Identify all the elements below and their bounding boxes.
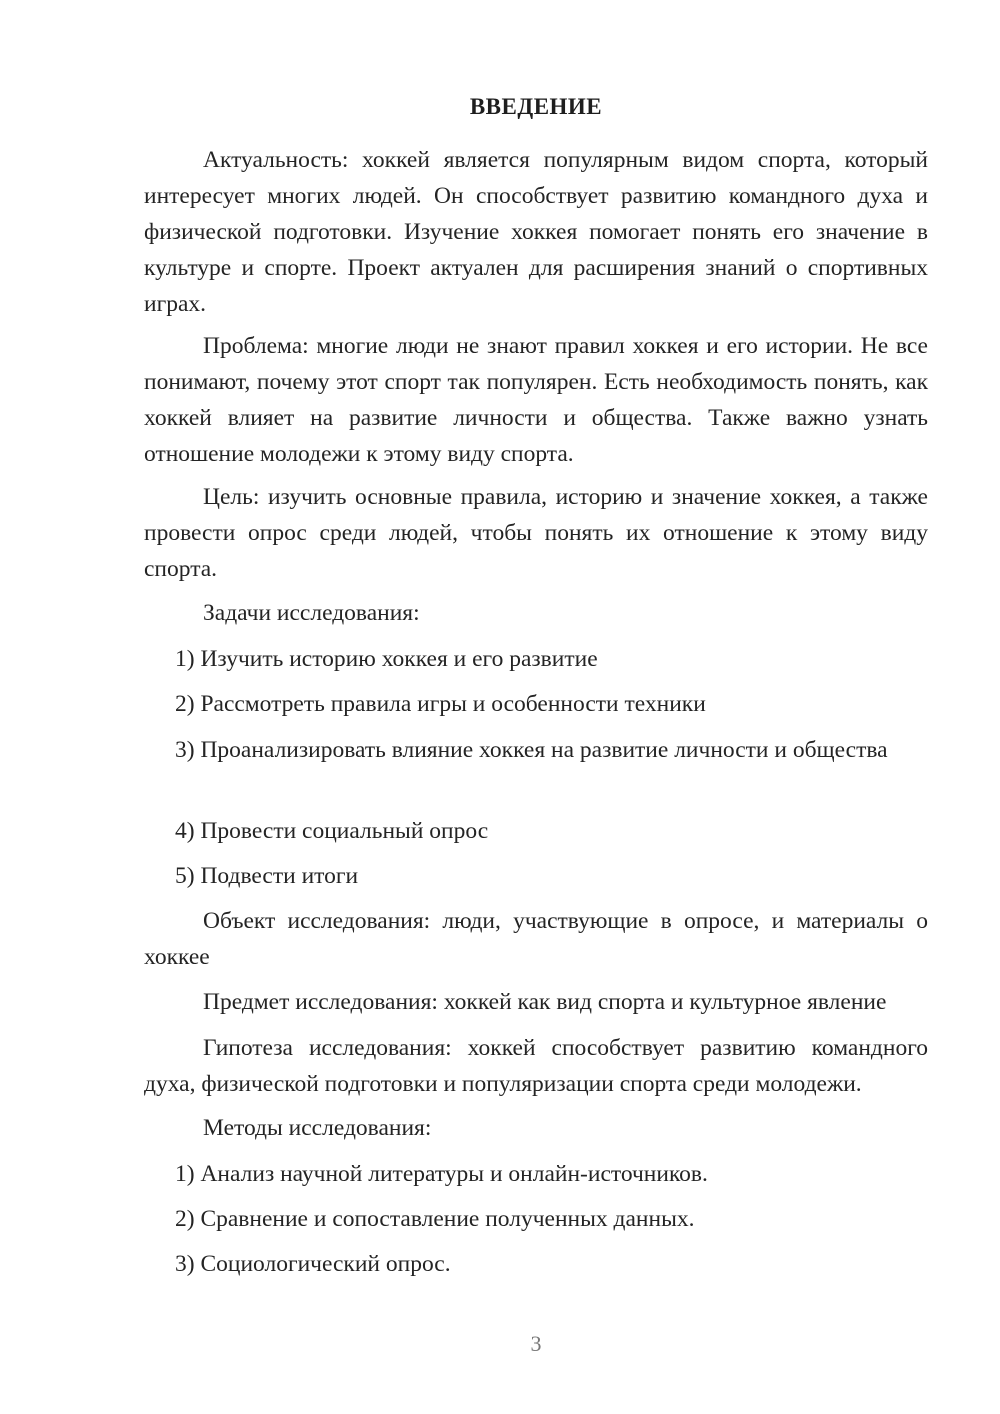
task-item-4: 4) Провести социальный опрос	[175, 818, 489, 844]
object-paragraph: Объект исследования: люди, участвующие в опросе, и материалы о хоккее	[144, 908, 928, 970]
task-item-5: 5) Подвести итоги	[175, 863, 359, 889]
task-item-2: 2) Рассмотреть правила игры и особенности техники	[175, 691, 706, 717]
hypothesis-paragraph: Гипотеза исследования: хоккей способствует развитию командного духа, физической подготовки и популяризации спорта среди молодежи.	[144, 1035, 928, 1097]
problem-paragraph: Проблема: многие люди не знают правил хоккея и его истории. Не все понимают, почему этот спорт так популярен. Есть необходимость понять, как хоккей влияет на развитие личности и общества. Также важно узнать отношение молодежи к этому виду спорта.	[144, 333, 928, 467]
method-item-1: 1) Анализ научной литературы и онлайн-источников.	[175, 1161, 708, 1187]
method-item-2: 2) Сравнение и сопоставление полученных данных.	[175, 1206, 695, 1232]
task-item-3: 3) Проанализировать влияние хоккея на развитие личности и общества	[175, 737, 888, 763]
task-item-1: 1) Изучить историю хоккея и его развитие	[175, 646, 598, 672]
tasks-title: Задачи исследования:	[203, 600, 420, 626]
subject-paragraph: Предмет исследования: хоккей как вид спорта и культурное явление	[203, 989, 887, 1015]
section-heading: ВВЕДЕНИЕ	[469, 94, 603, 119]
methods-title: Методы исследования:	[203, 1115, 432, 1141]
relevance-paragraph: Актуальность: хоккей является популярным видом спорта, который интересует многих людей. Он способствует развитию командного духа и физической подготовки. Изучение хоккея помогает понять его значение в культуре и спорте. Проект актуален для расширения знаний о спортивных играх.	[144, 147, 928, 317]
page-number: 3	[530, 1331, 542, 1356]
method-item-3: 3) Социологический опрос.	[175, 1251, 451, 1277]
goal-paragraph: Цель: изучить основные правила, историю и значение хоккея, а также провести опрос среди людей, чтобы понять их отношение к этому виду спорта.	[144, 484, 928, 582]
